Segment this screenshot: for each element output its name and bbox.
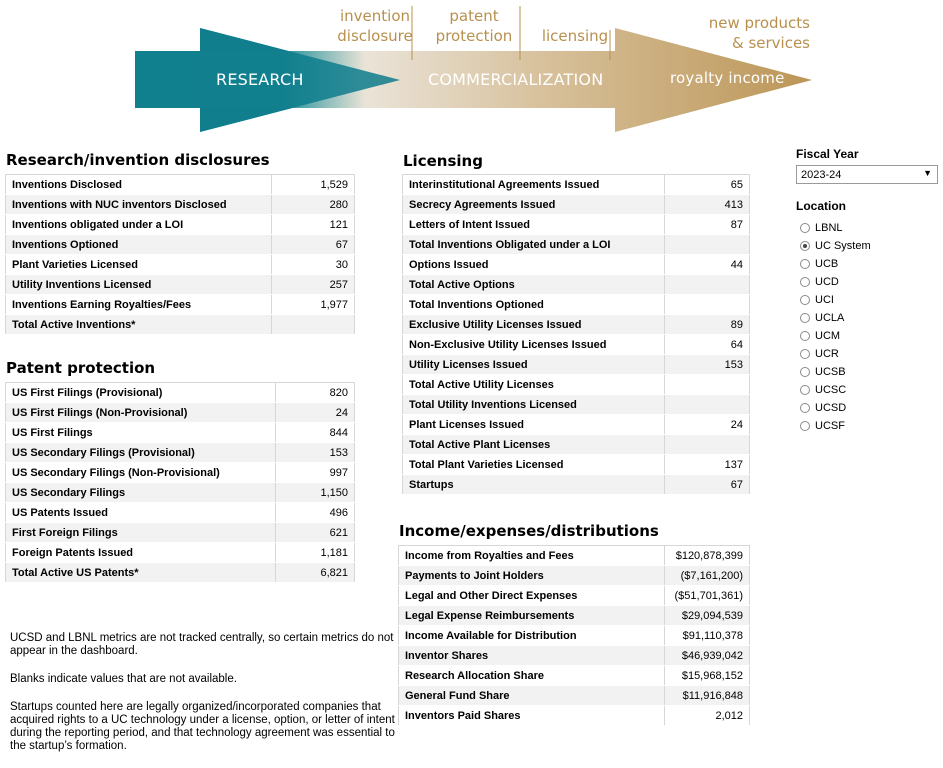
patents-title: Patent protection: [6, 359, 156, 377]
stage-new-products: [700, 13, 810, 53]
metric-label: General Fund Share: [399, 686, 665, 706]
metric-label: Total Active US Patents*: [6, 563, 276, 583]
metric-label: Total Active Utility Licenses: [403, 375, 665, 395]
metric-label: Inventions with NUC inventors Disclosed: [6, 195, 272, 215]
metric-value: [272, 315, 355, 335]
metric-label: Inventions Disclosed: [6, 175, 272, 195]
metric-value: $15,968,152: [665, 666, 750, 686]
metric-value: 24: [276, 403, 355, 423]
metric-label: Letters of Intent Issued: [403, 215, 665, 235]
location-option[interactable]: [800, 219, 871, 237]
stage-licensing: [540, 26, 610, 46]
metric-value: 844: [276, 423, 355, 443]
disclosures-table: [5, 174, 355, 335]
table-row: [403, 355, 750, 375]
licensing-table: [402, 174, 750, 495]
table-row: [399, 606, 750, 626]
stage-label: patent: [449, 7, 499, 25]
metric-value: [665, 395, 750, 415]
radio-button-icon[interactable]: [800, 367, 810, 377]
table-row: [6, 383, 355, 403]
table-row: [403, 175, 750, 195]
radio-button-icon[interactable]: [800, 223, 810, 233]
radio-button-icon[interactable]: [800, 385, 810, 395]
table-row: [403, 335, 750, 355]
table-row: [6, 523, 355, 543]
royalty-income-label: royalty income: [670, 69, 785, 87]
stage-invention-disclosure: [334, 6, 416, 46]
commercialization-label: COMMERCIALIZATION: [428, 70, 604, 89]
radio-button-icon[interactable]: [800, 313, 810, 323]
table-row: [399, 646, 750, 666]
radio-button-icon[interactable]: [800, 259, 810, 269]
location-option[interactable]: [800, 363, 871, 381]
table-row: [399, 586, 750, 606]
metric-label: US Secondary Filings (Non-Provisional): [6, 463, 276, 483]
metric-value: [665, 375, 750, 395]
location-option-label: UCSC: [815, 384, 847, 396]
metric-label: Research Allocation Share: [399, 666, 665, 686]
table-row: [6, 483, 355, 503]
table-row: [399, 686, 750, 706]
table-row: [6, 195, 355, 215]
research-label: RESEARCH: [216, 70, 304, 89]
metric-value: [665, 235, 750, 255]
metric-label: US First Filings (Non-Provisional): [6, 403, 276, 423]
metric-value: 64: [665, 335, 750, 355]
stage-patent-protection: [432, 6, 516, 46]
table-row: [6, 463, 355, 483]
metric-value: 2,012: [665, 706, 750, 726]
metric-value: 413: [665, 195, 750, 215]
location-option[interactable]: [800, 417, 871, 435]
table-row: [399, 666, 750, 686]
location-label: Location: [796, 199, 846, 213]
metric-value: 87: [665, 215, 750, 235]
stage-label: & services: [731, 34, 810, 52]
table-row: [6, 563, 355, 583]
metric-label: Total Inventions Obligated under a LOI: [403, 235, 665, 255]
table-row: [403, 375, 750, 395]
metric-value: [665, 275, 750, 295]
stage-label: licensing: [541, 27, 609, 45]
dropdown-arrow-icon: ▼: [923, 168, 932, 178]
metric-value: 153: [665, 355, 750, 375]
metric-value: ($51,701,361): [665, 586, 750, 606]
location-option[interactable]: [800, 381, 871, 399]
radio-button-icon[interactable]: [800, 421, 810, 431]
table-row: [403, 275, 750, 295]
metric-value: 997: [276, 463, 355, 483]
metric-value: 6,821: [276, 563, 355, 583]
metric-label: US Secondary Filings (Provisional): [6, 443, 276, 463]
location-radio-group: [800, 219, 871, 435]
table-row: [403, 255, 750, 275]
income-title: Income/expenses/distributions: [399, 522, 659, 540]
metric-value: 67: [665, 475, 750, 495]
radio-button-icon[interactable]: [800, 331, 810, 341]
radio-button-icon[interactable]: [800, 295, 810, 305]
metric-value: 89: [665, 315, 750, 335]
radio-button-icon[interactable]: [800, 349, 810, 359]
metric-value: 1,977: [272, 295, 355, 315]
metric-label: Non-Exclusive Utility Licenses Issued: [403, 335, 665, 355]
metric-label: Foreign Patents Issued: [6, 543, 276, 563]
table-row: [6, 423, 355, 443]
metric-label: Income Available for Distribution: [399, 626, 665, 646]
metric-value: [665, 295, 750, 315]
metric-value: 44: [665, 255, 750, 275]
table-row: [6, 215, 355, 235]
metric-value: 496: [276, 503, 355, 523]
radio-button-icon[interactable]: [800, 277, 810, 287]
metric-label: Total Active Plant Licenses: [403, 435, 665, 455]
fiscal-year-select[interactable]: [796, 165, 938, 184]
table-row: [403, 195, 750, 215]
stage-label: invention: [339, 7, 411, 25]
patents-table: [5, 382, 355, 583]
location-option-label: UCI: [815, 294, 834, 306]
location-option-label: UCR: [815, 348, 839, 360]
table-row: [403, 315, 750, 335]
metric-label: Inventions Optioned: [6, 235, 272, 255]
table-row: [403, 215, 750, 235]
table-row: [403, 235, 750, 255]
metric-label: Inventors Paid Shares: [399, 706, 665, 726]
radio-button-icon[interactable]: [800, 241, 810, 251]
location-option-label: UC System: [815, 240, 871, 252]
location-option-label: UCLA: [815, 312, 845, 324]
location-option-label: UCB: [815, 258, 839, 270]
metric-label: Options Issued: [403, 255, 665, 275]
table-row: [403, 295, 750, 315]
licensing-title: Licensing: [403, 152, 483, 170]
location-option-label: UCSF: [815, 420, 845, 432]
metric-label: US Patents Issued: [6, 503, 276, 523]
table-row: [6, 543, 355, 563]
metric-label: Inventions Earning Royalties/Fees: [6, 295, 272, 315]
metric-value: 257: [272, 275, 355, 295]
metric-label: Inventions obligated under a LOI: [6, 215, 272, 235]
metric-label: Total Plant Varieties Licensed: [403, 455, 665, 475]
metric-value: 137: [665, 455, 750, 475]
income-table: [398, 545, 750, 726]
metric-label: Inventor Shares: [399, 646, 665, 666]
table-row: [6, 235, 355, 255]
table-row: [403, 395, 750, 415]
metric-label: Utility Inventions Licensed: [6, 275, 272, 295]
metric-value: 1,181: [276, 543, 355, 563]
table-row: [6, 403, 355, 423]
location-option[interactable]: [800, 345, 871, 363]
table-row: [399, 566, 750, 586]
footnotes: [10, 632, 395, 768]
metric-label: First Foreign Filings: [6, 523, 276, 543]
metric-value: [665, 435, 750, 455]
location-option[interactable]: [800, 327, 871, 345]
metric-label: Total Active Options: [403, 275, 665, 295]
fiscal-year-label: Fiscal Year: [796, 147, 859, 161]
location-option[interactable]: [800, 273, 871, 291]
metric-label: US Secondary Filings: [6, 483, 276, 503]
metric-value: 280: [272, 195, 355, 215]
stage-label: new products: [708, 14, 810, 32]
table-row: [403, 415, 750, 435]
metric-label: Total Inventions Optioned: [403, 295, 665, 315]
metric-value: 65: [665, 175, 750, 195]
metric-value: 153: [276, 443, 355, 463]
metric-label: Payments to Joint Holders: [399, 566, 665, 586]
metric-value: 121: [272, 215, 355, 235]
metric-value: 24: [665, 415, 750, 435]
table-row: [6, 443, 355, 463]
table-row: [6, 175, 355, 195]
stage-label: protection: [435, 27, 513, 45]
stage-label: disclosure: [337, 27, 413, 45]
table-row: [399, 706, 750, 726]
location-option-label: UCD: [815, 276, 839, 288]
metric-label: Utility Licenses Issued: [403, 355, 665, 375]
metric-label: Income from Royalties and Fees: [399, 546, 665, 566]
location-option[interactable]: [800, 237, 871, 255]
radio-button-icon[interactable]: [800, 403, 810, 413]
location-option-label: UCSD: [815, 402, 847, 414]
fiscal-year-value: 2023-24: [801, 169, 842, 181]
table-row: [6, 315, 355, 335]
metric-label: Secrecy Agreements Issued: [403, 195, 665, 215]
metric-label: Total Utility Inventions Licensed: [403, 395, 665, 415]
metric-value: $29,094,539: [665, 606, 750, 626]
metric-value: $120,878,399: [665, 546, 750, 566]
table-row: [403, 435, 750, 455]
metric-label: Total Active Inventions*: [6, 315, 272, 335]
table-row: [403, 475, 750, 495]
footnote: Startups counted here are legally organized/incorporated companies that acquired rights to a UC technology under a license, option, or letter of intent during the reporting period, and that technology agreement was essential to the startup’s formation.: [10, 701, 395, 752]
metric-value: $46,939,042: [665, 646, 750, 666]
metric-value: $91,110,378: [665, 626, 750, 646]
metric-label: US First Filings (Provisional): [6, 383, 276, 403]
table-row: [6, 255, 355, 275]
metric-value: $11,916,848: [665, 686, 750, 706]
table-row: [403, 455, 750, 475]
metric-value: 820: [276, 383, 355, 403]
table-row: [6, 275, 355, 295]
location-option[interactable]: [800, 399, 871, 417]
process-banner: [0, 0, 943, 140]
metric-value: 1,150: [276, 483, 355, 503]
metric-label: Exclusive Utility Licenses Issued: [403, 315, 665, 335]
metric-label: Legal and Other Direct Expenses: [399, 586, 665, 606]
metric-label: Startups: [403, 475, 665, 495]
metric-label: Plant Licenses Issued: [403, 415, 665, 435]
metric-value: 67: [272, 235, 355, 255]
table-row: [399, 626, 750, 646]
location-option[interactable]: [800, 309, 871, 327]
location-option[interactable]: [800, 291, 871, 309]
metric-label: Legal Expense Reimbursements: [399, 606, 665, 626]
location-option[interactable]: [800, 255, 871, 273]
metric-label: Interinstitutional Agreements Issued: [403, 175, 665, 195]
location-option-label: LBNL: [815, 222, 843, 234]
metric-value: 30: [272, 255, 355, 275]
table-row: [6, 295, 355, 315]
table-row: [6, 503, 355, 523]
disclosures-title: Research/invention disclosures: [6, 151, 270, 169]
footnote: UCSD and LBNL metrics are not tracked centrally, so certain metrics do not appear in the dashboard.: [10, 632, 394, 657]
metric-label: Plant Varieties Licensed: [6, 255, 272, 275]
footnote: Blanks indicate values that are not available.: [10, 673, 237, 685]
location-option-label: UCM: [815, 330, 841, 342]
table-row: [399, 546, 750, 566]
metric-value: 621: [276, 523, 355, 543]
location-option-label: UCSB: [815, 366, 846, 378]
metric-label: US First Filings: [6, 423, 276, 443]
metric-value: ($7,161,200): [665, 566, 750, 586]
metric-value: 1,529: [272, 175, 355, 195]
